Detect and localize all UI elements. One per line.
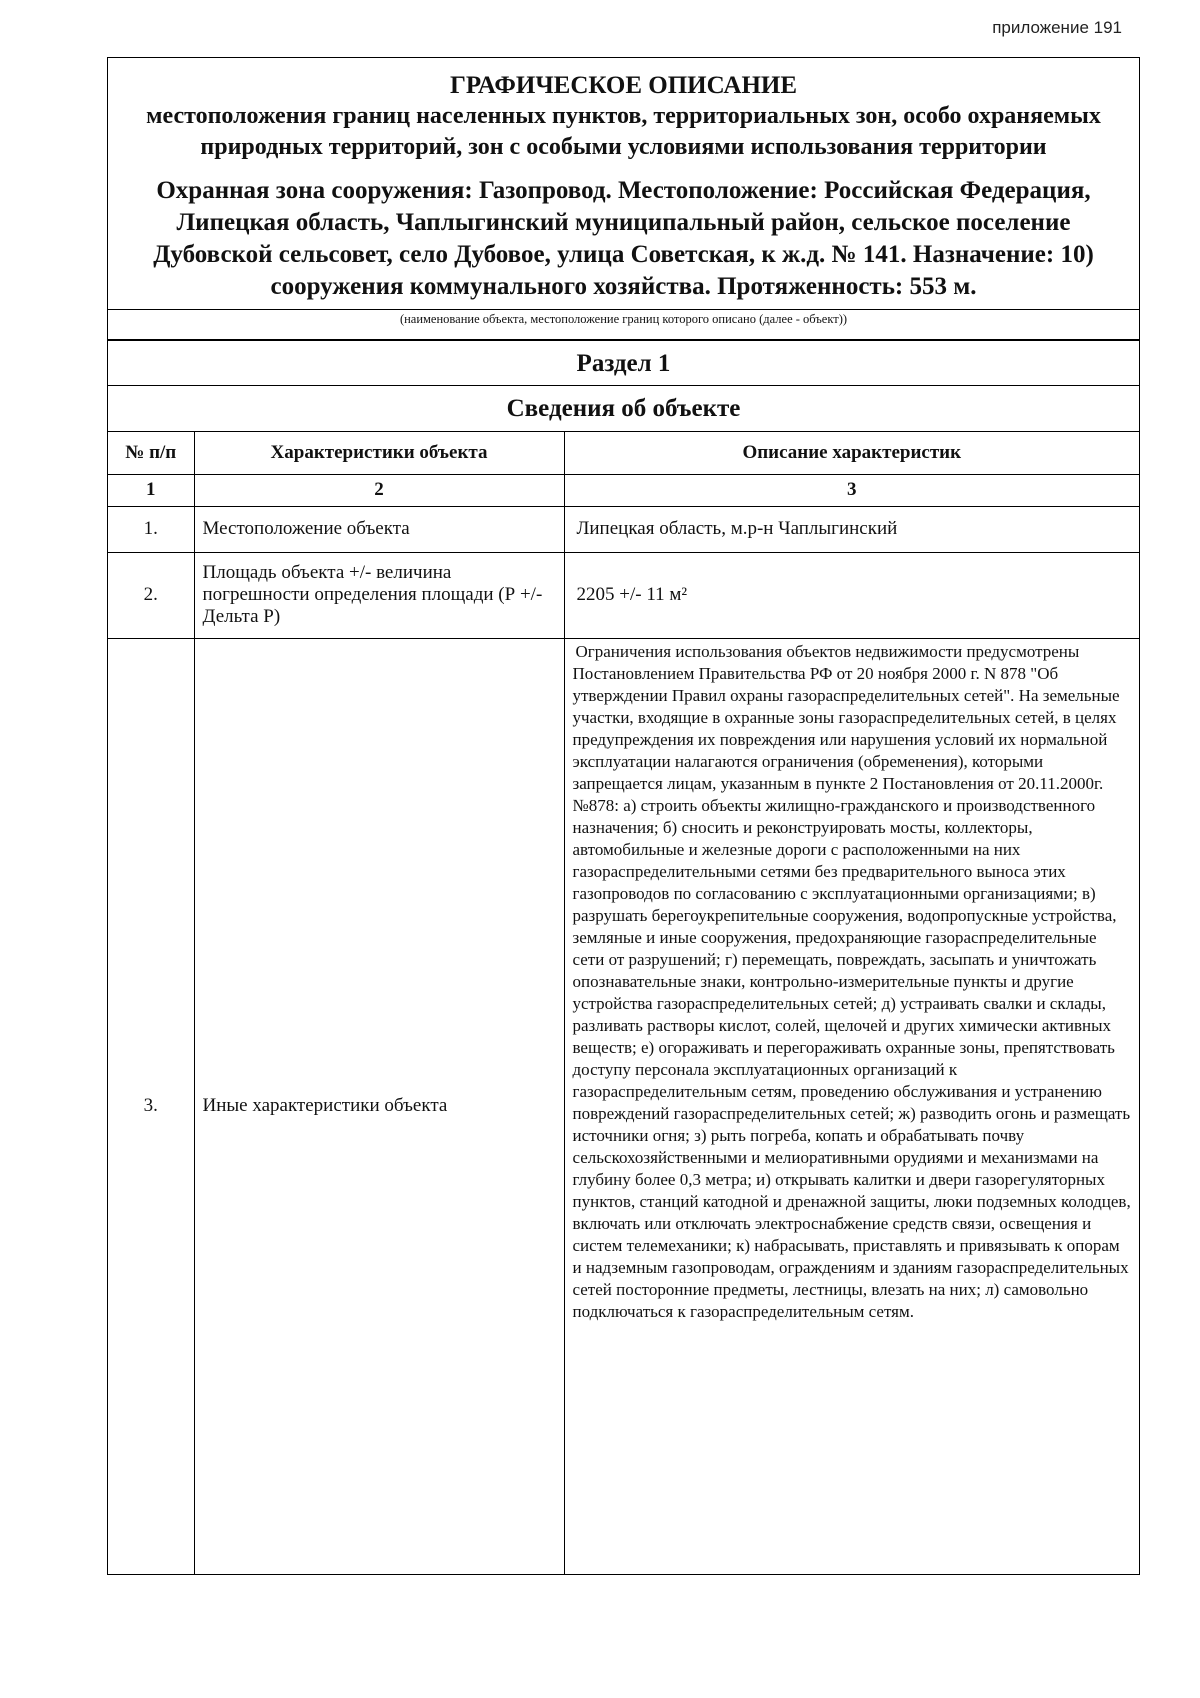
row-description: Липецкая область, м.р-н Чаплыгинский	[564, 506, 1139, 552]
header-number: № п/п	[108, 432, 194, 474]
document-header	[108, 58, 1139, 310]
row-number: 1.	[108, 506, 194, 552]
section-subtitle: Сведения об объекте	[108, 386, 1139, 432]
row-number: 2.	[108, 552, 194, 638]
row-description: Ограничения использования объектов недвижимости предусмотрены Постановлением Правительства РФ от 20 ноября 2000 г. N 878 "Об утверждении Правил охраны газораспределительных сетей". На земельные участки, входящие в охранные зоны газораспределительных сетей, в целях предупреждения их повреждения или нарушения условий их нормальной эксплуатации налагаются ограничения (обременения), которыми запрещается лицам, указанным в пункте 2 Постановления от 20.11.2000г. №878: а) строить объекты жилищно-гражданского и производственного назначения; б) сносить и реконструировать мосты, коллекторы, автомобильные и железные дороги с расположенными на них газораспределительными сетями без предварительного выноса этих газопроводов по согласованию с эксплуатационными организациями; в) разрушать берегоукрепительные сооружения, водопропускные устройства, земляные и иные сооружения, предохраняющие газораспределительные сети от разрушений; г) перемещать, повреждать, засыпать и уничтожать опознавательные знаки, контрольно-измерительные пункты и другие устройства газораспределительных сетей; д) устраивать свалки и склады, разливать растворы кислот, солей, щелочей и других химически активных веществ; е) огораживать и перегораживать охранные зоны, препятствовать доступу персонала эксплуатационных организаций к газораспределительным сетям, проведению обслуживания и устранению повреждений газораспределительных сетей; ж) разводить огонь и размещать источники огня; з) рыть погреба, копать и обрабатывать почву сельскохозяйственными и мелиоративными орудиями и механизмами на глубину более 0,3 метра; и) открывать калитки и двери газорегуляторных пунктов, станций катодной и дренажной защиты, люки подземных колодцев, включать или отключать электроснабжение средств связи, освещения и систем телемеханики; к) набрасывать, приставлять и привязывать к опорам и надземным газопроводам, ограждениям и зданиям газораспределительных сетей посторонние предметы, лестницы, влезать на них; л) самовольно подключаться к газораспределительным сетям.	[564, 638, 1139, 1574]
row-characteristic: Площадь объекта +/- величина погрешности определения площади (Р +/- Дельта Р)	[194, 552, 564, 638]
document-subtitle: местоположения границ населенных пунктов, территориальных зон, особо охраняемых природных территорий, зон с особыми условиями использования территории	[146, 103, 1101, 160]
table-row	[108, 638, 1139, 1574]
table-header-row	[108, 432, 1139, 474]
row-number: 3.	[108, 638, 194, 1574]
table-row	[108, 552, 1139, 638]
document-frame	[107, 57, 1140, 1575]
object-caption: (наименование объекта, местоположение границ которого описано (далее - объект))	[108, 310, 1139, 340]
appendix-label: приложение 191	[992, 18, 1122, 37]
table-row	[108, 506, 1139, 552]
row-characteristic: Местоположение объекта	[194, 506, 564, 552]
column-number: 3	[564, 474, 1139, 506]
object-name: Охранная зона сооружения: Газопровод. Местоположение: Российская Федерация, Липецкая область, Чаплыгинский муниципальный район, сельское поселение Дубовской сельсовет, село Дубовое, улица Советская, к ж.д. № 141. Назначение: 10) сооружения коммунального хозяйства. Протяженность: 553 м.	[153, 177, 1094, 300]
document-title: ГРАФИЧЕСКОЕ ОПИСАНИЕ	[449, 72, 798, 99]
object-info-table	[108, 432, 1139, 1574]
header-characteristic: Характеристики объекта	[194, 432, 564, 474]
column-number: 2	[194, 474, 564, 506]
column-number-row	[108, 474, 1139, 506]
header-description: Описание характеристик	[564, 432, 1139, 474]
row-characteristic: Иные характеристики объекта	[194, 638, 564, 1574]
row-description: 2205 +/- 11 м²	[564, 552, 1139, 638]
section-title: Раздел 1	[108, 340, 1139, 386]
column-number: 1	[108, 474, 194, 506]
